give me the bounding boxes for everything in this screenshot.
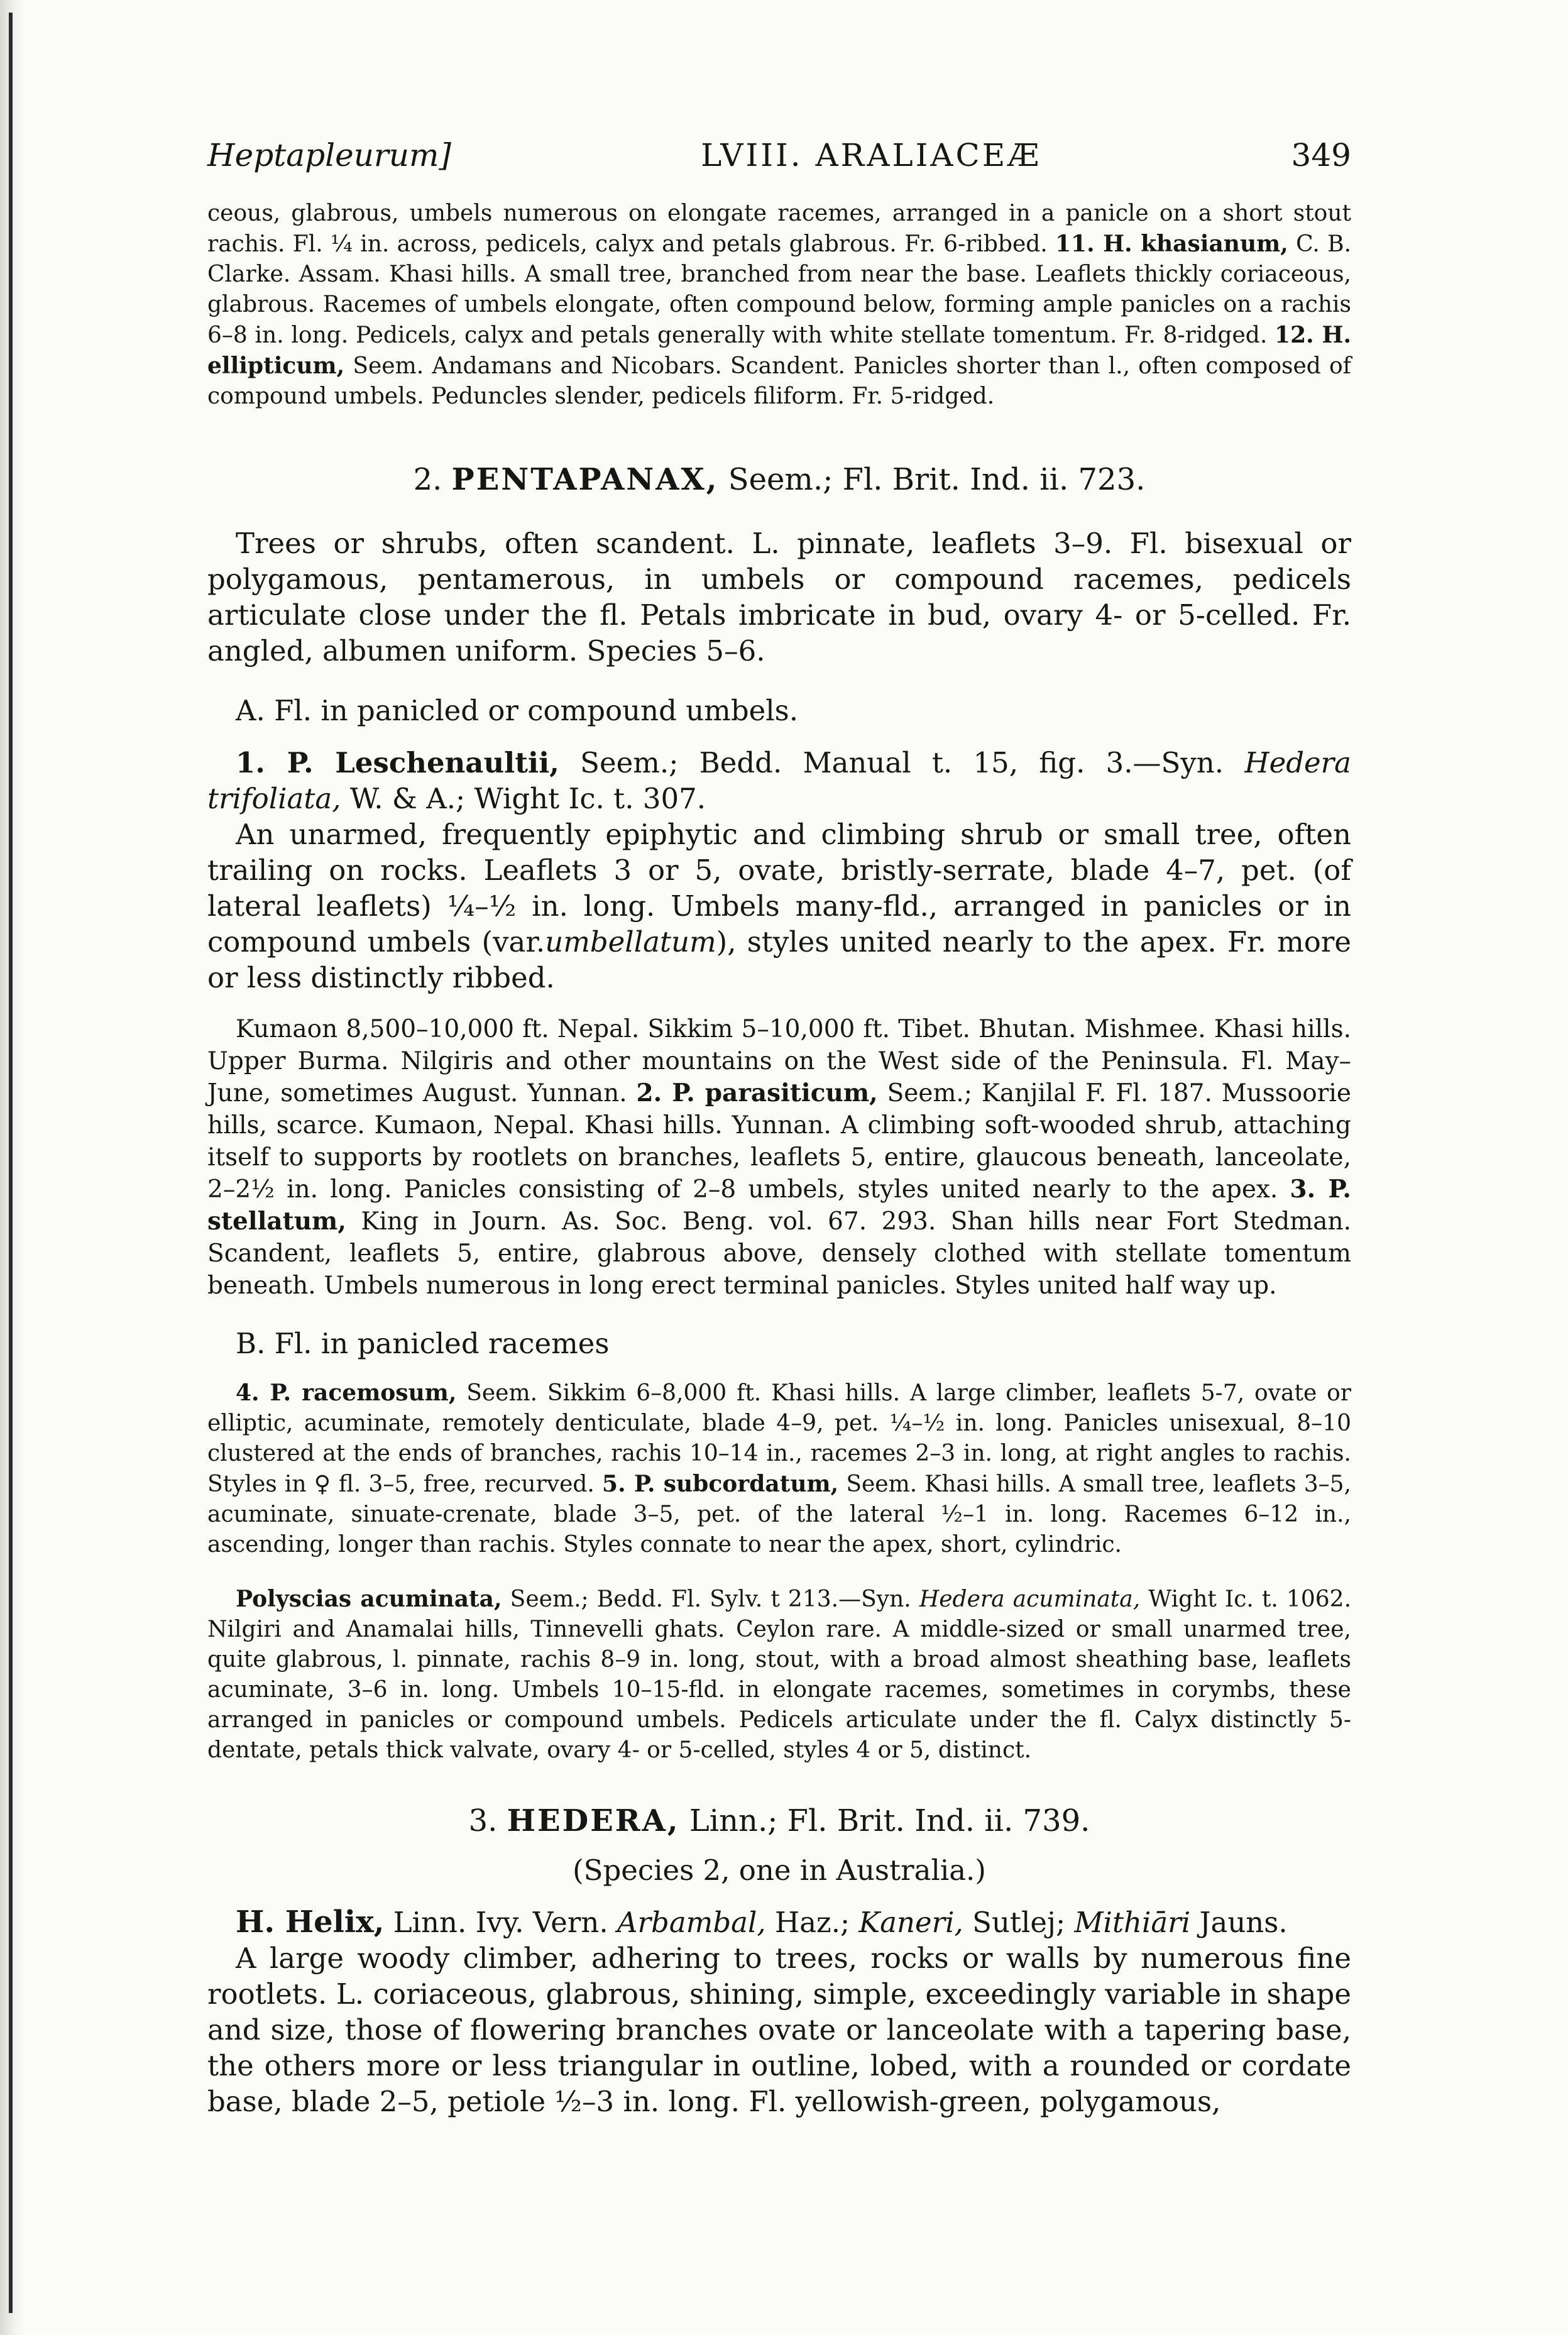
species-description — [207, 816, 1351, 996]
notes-text: Kumaon 8,500–10,000 ft. Nepal. Sikkim 5–10,000 ft. Tibet. Bhutan. Mishmee. Khasi hills. Upper Burma. Nilgiris and other mountains on the West side of the Peninsula. Fl. May–June, sometimes August. Yunnan. — [207, 1015, 1351, 1107]
section-b-label: B. Fl. in panicled racemes — [236, 1327, 610, 1360]
species-citation: W. & A.; Wight Ic. t. 307. — [349, 782, 706, 815]
synonym: Hedera acuminata, — [919, 1586, 1141, 1612]
vernacular-name: Arbambal, — [617, 1906, 766, 1939]
species-notes — [207, 1378, 1351, 1560]
genus-citation: Seem.; Fl. Brit. Ind. ii. 723. — [728, 462, 1146, 497]
species-description: A large woody climber, adhering to trees, rocks or walls by numerous fine rootlets. L. coriaceous, glabrous, shining, simple, exceedingly variable in shape and size, those of flowering branches ovate or lanceolate with a tapering base, the others more or less triangular in outline, lobed, with a rounded or cordate base, blade 2–5, petiole ½–3 in. long. Fl. yellowish-green, polygamous, — [207, 1942, 1351, 2118]
genus-name: HEDERA, — [507, 1803, 680, 1838]
running-header — [207, 137, 1351, 173]
notes-text: Seem. Khasi hills. A small tree, leaflets 3–5, acuminate, sinuate-crenate, blade 3–5, pet. of the lateral ½–1 in. long. Racemes 6–12 in., ascending, longer than rachis. Styles connate to near the apex, short, cylindric. — [207, 1471, 1351, 1558]
species-citation: Seem.; Bedd. Manual t. 15, fig. 3.—Syn. — [580, 746, 1224, 779]
notes-text: Seem. Sikkim 6–8,000 ft. Khasi hills. A large climber, leaflets 5-7, ovate or elliptic, acuminate, remotely denticulate, blade 4–9, pet. ¼–½ in. long. Panicles unisexual, 8–10 clustered at the ends of branches, rachis 10–14 in., racemes 2–3 in. long, at right angles to rachis. Styles in ♀ fl. 3–5, free, recurved. — [207, 1380, 1351, 1497]
header-left: Heptapleurum] — [207, 137, 451, 173]
page-number: 349 — [1291, 137, 1351, 173]
notes-text: Seem.; Kanjilal F. Fl. 187. Mussoorie hills, scarce. Kumaon, Nepal. Khasi hills. Yunnan. A climbing soft-wooded shrub, attaching itself to supports by rootlets on branches, leaflets 5, entire, glaucous beneath, lanceolate, 2–2½ in. long. Panicles consisting of 2–8 umbels, styles united nearly to the apex. — [207, 1079, 1351, 1204]
species-citation: Sutlej; — [972, 1906, 1066, 1939]
genus-description: Trees or shrubs, often scandent. L. pinnate, leaflets 3–9. Fl. bisexual or polygamous, pentamerous, in umbels or compound racemes, pedicels articulate close under the fl. Petals imbricate in bud, ovary 4- or 5-celled. Fr. angled, albumen uniform. Species 5–6. — [207, 527, 1351, 668]
species-heading — [207, 1904, 1351, 1940]
polyscias-paragraph — [207, 1584, 1351, 1766]
vernacular-name: Kaneri, — [858, 1906, 963, 1939]
genus-citation: Linn.; Fl. Brit. Ind. ii. 739. — [689, 1803, 1090, 1838]
binding-rule — [9, 13, 13, 2313]
species-name: 11. H. khasianum, — [1055, 231, 1288, 257]
species-name: Polyscias acuminata, — [236, 1586, 502, 1612]
species-name: 3. P. stellatum, — [207, 1175, 1351, 1236]
species-citation: Linn. Ivy. Vern. — [393, 1906, 608, 1939]
species-text: Seem. Andamans and Nicobars. Scandent. Panicles shorter than l., often composed of compound umbels. Peduncles slender, pedicels filiform. Fr. 5-ridged. — [207, 353, 1351, 409]
continuation-paragraph — [207, 199, 1351, 412]
header-title: LVIII. ARALIACEÆ — [701, 137, 1042, 173]
synonym: Hedera trifoliata, — [207, 746, 1351, 815]
species-text: C. B. Clarke. Assam. Khasi hills. A small tree, branched from near the base. Leaflets thickly coriaceous, glabrous. Racemes of umbels elongate, often compound below, forming ample panicles on a rachis 6–8 in. long. Pedicels, calyx and petals generally with white stellate tomentum. Fr. 8-ridged. — [207, 231, 1352, 348]
description-text: An unarmed, frequently epiphytic and climbing shrub or small tree, often trailing on rocks. Leaflets 3 or 5, ovate, bristly-serrate, blade 4–7, pet. (of lateral leaflets) ¼–½ in. long. Umbels many-fld., arranged in panicles or in compound umbels (var. — [207, 818, 1351, 959]
species-name: 4. P. racemosum, — [236, 1380, 457, 1406]
species-name: 5. P. subcordatum, — [602, 1471, 839, 1497]
genus-number: 3. — [468, 1803, 498, 1838]
species-name: 12. H. ellipticum, — [207, 322, 1352, 379]
species-name: 2. P. parasiticum, — [636, 1079, 878, 1107]
species-name: 1. P. Leschenaultii, — [236, 746, 559, 779]
species-heading — [207, 745, 1351, 816]
species-citation: Jauns. — [1199, 1906, 1288, 1939]
genus-heading-pentapanax — [207, 462, 1351, 497]
variety-name: umbellatum — [545, 925, 716, 959]
species-citation: Haz.; — [774, 1906, 850, 1939]
notes-text: Wight Ic. t. 1062. Nilgiri and Anamalai hills, Tinnevelli ghats. Ceylon rare. A middle-sized or small unarmed tree, quite glabrous, l. pinnate, rachis 8–9 in. long, stout, with a broad almost sheathing base, leaflets acuminate, 3–6 in. long. Umbels 10–15-fld. in elongate racemes, sometimes in corymbs, these arranged in panicles or compound umbels. Pedicels articulate under the fl. Calyx distinctly 5-dentate, petals thick valvate, ovary 4- or 5-celled, styles 4 or 5, distinct. — [207, 1586, 1352, 1763]
page-binding-edge — [0, 0, 25, 2335]
vernacular-name: Mithiāri — [1074, 1906, 1191, 1939]
genus-name: PENTAPANAX, — [451, 462, 719, 497]
species-count-note: (Species 2, one in Australia.) — [573, 1854, 986, 1887]
species-citation: Seem.; Bedd. Fl. Sylv. t 213.—Syn. — [510, 1586, 911, 1612]
page-content — [207, 137, 1351, 2119]
genus-heading-hedera — [207, 1803, 1351, 1838]
section-a-label: A. Fl. in panicled or compound umbels. — [236, 694, 799, 727]
genus-number: 2. — [413, 462, 442, 497]
description-text: ), styles united nearly to the apex. Fr. more or less distinctly ribbed. — [207, 925, 1351, 994]
notes-text: King in Journ. As. Soc. Beng. vol. 67. 293. Shan hills near Fort Stedman. Scandent, leaflets 5, entire, glabrous above, densely clothed with stellate tomentum beneath. Umbels numerous in long erect terminal panicles. Styles united half way up. — [207, 1207, 1351, 1300]
species-notes — [207, 1013, 1351, 1302]
species-name: H. Helix, — [236, 1904, 385, 1940]
continuation-text: ceous, glabrous, umbels numerous on elongate racemes, arranged in a panicle on a short stout rachis. Fl. ¼ in. across, pedicels, calyx and petals glabrous. Fr. 6-ribbed. — [207, 201, 1351, 257]
